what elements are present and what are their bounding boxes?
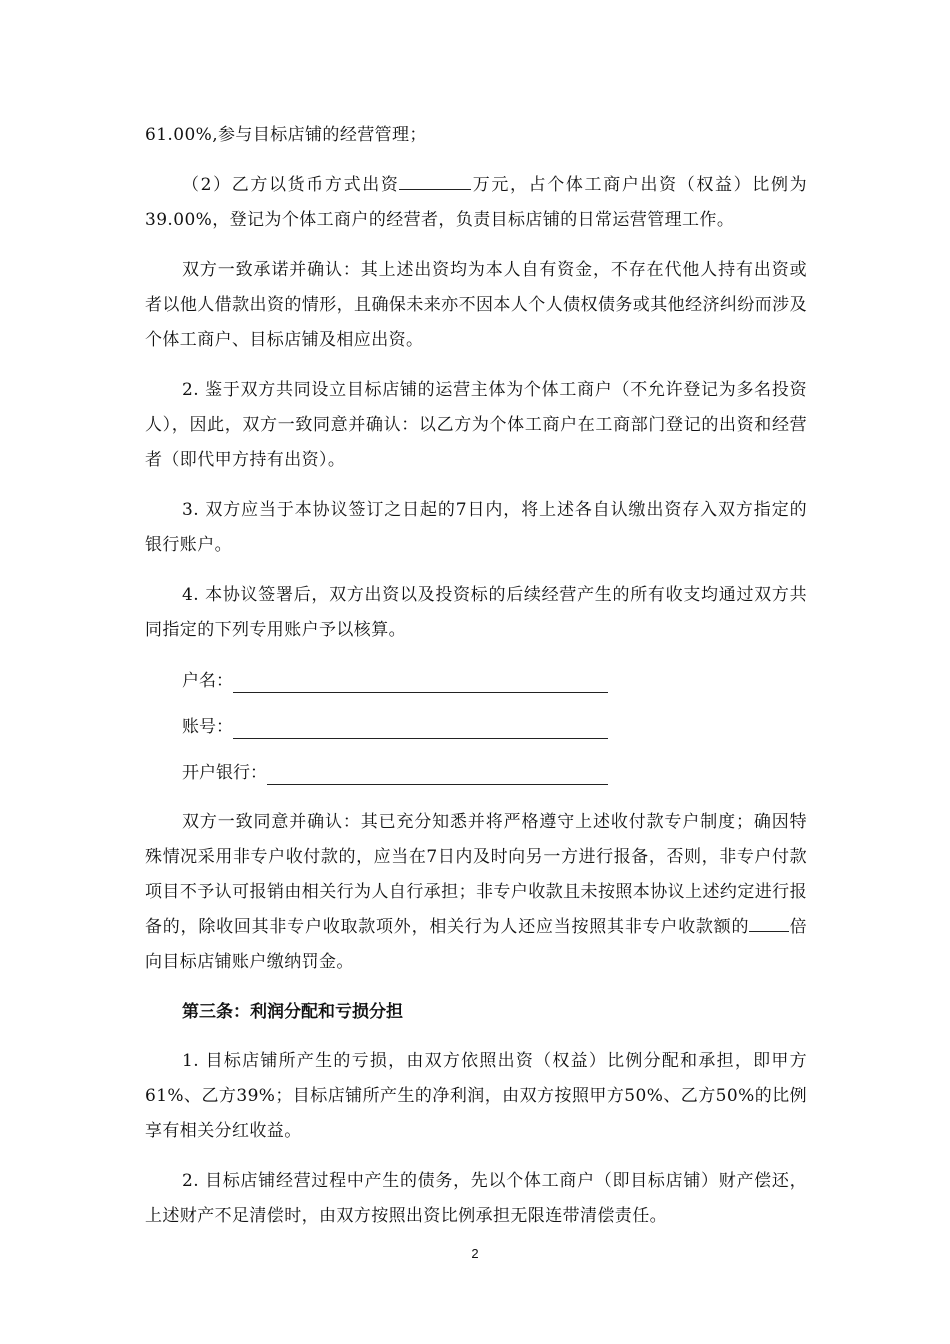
paragraph-7 bbox=[145, 805, 807, 980]
section-heading-3: 第三条：利润分配和亏损分担 bbox=[182, 1002, 403, 1022]
paragraph-9: 2. 目标店铺经营过程中产生的债务，先以个体工商户（即目标店铺）财产偿还，上述财产不足清偿时，由双方按照出资比例承担无限连带清偿责任。 bbox=[145, 1171, 807, 1226]
paragraph-2-pre: （2）乙方以货币方式出资 bbox=[182, 175, 400, 195]
paragraph-2 bbox=[145, 168, 807, 238]
amount-blank bbox=[399, 169, 471, 190]
document-body bbox=[145, 118, 807, 1249]
penalty-multiple-blank bbox=[749, 911, 789, 932]
bank-line bbox=[267, 758, 608, 785]
paragraph-6: 4. 本协议签署后，双方出资以及投资标的后续经营产生的所有收支均通过双方共同指定的下列专用账户予以核算。 bbox=[145, 585, 807, 640]
paragraph-5: 3. 双方应当于本协议签订之日起的7日内，将上述各自认缴出资存入双方指定的银行账户。 bbox=[145, 500, 807, 555]
paragraph-2-post: 万元，占个体工商户出资（权益）比例为39.00%，登记为个体工商户的经营者，负责目标店铺的日常运营管理工作。 bbox=[145, 175, 807, 230]
paragraph-4: 2. 鉴于双方共同设立目标店铺的运营主体为个体工商户（不允许登记为多名投资人），因此，双方一致同意并确认：以乙方为个体工商户在工商部门登记的出资和经营者（即代甲方持有出资）。 bbox=[145, 380, 807, 470]
account-number-field bbox=[182, 709, 807, 745]
account-number-line bbox=[233, 712, 608, 739]
paragraph-8: 1. 目标店铺所产生的亏损，由双方依照出资（权益）比例分配和承担，即甲方61%、乙方39%；目标店铺所产生的净利润，由双方按照甲方50%、乙方50%的比例享有相关分红收益。 bbox=[145, 1051, 807, 1141]
account-name-field bbox=[182, 663, 807, 699]
paragraph-3: 双方一致承诺并确认：其上述出资均为本人自有资金，不存在代他人持有出资或者以他人借款出资的情形，且确保未来亦不因本人个人债权债务或其他经济纠纷而涉及个体工商户、目标店铺及相应出资。 bbox=[145, 260, 807, 350]
page-number: 2 bbox=[471, 1246, 479, 1261]
account-number-label: 账号： bbox=[182, 717, 233, 737]
paragraph-7-pre: 双方一致同意并确认：其已充分知悉并将严格遵守上述收付款专户制度；确因特殊情况采用非专户收付款的，应当在7日内及时向另一方进行报备，否则，非专户付款项目不予认可报销由相关行为人自行承担；非专户收款且未按照本协议上述约定进行报备的，除收回其非专户收取款项外，相关行为人还应当按照其非专户收款额的 bbox=[145, 812, 807, 937]
paragraph-1: 61.00%,参与目标店铺的经营管理； bbox=[145, 125, 427, 145]
bank-label: 开户银行： bbox=[182, 763, 267, 783]
account-name-line bbox=[233, 666, 608, 693]
bank-field bbox=[182, 755, 807, 791]
paragraph-7-post: 倍向目标店铺账户缴纳罚金。 bbox=[145, 917, 807, 972]
account-name-label: 户名： bbox=[182, 671, 233, 691]
